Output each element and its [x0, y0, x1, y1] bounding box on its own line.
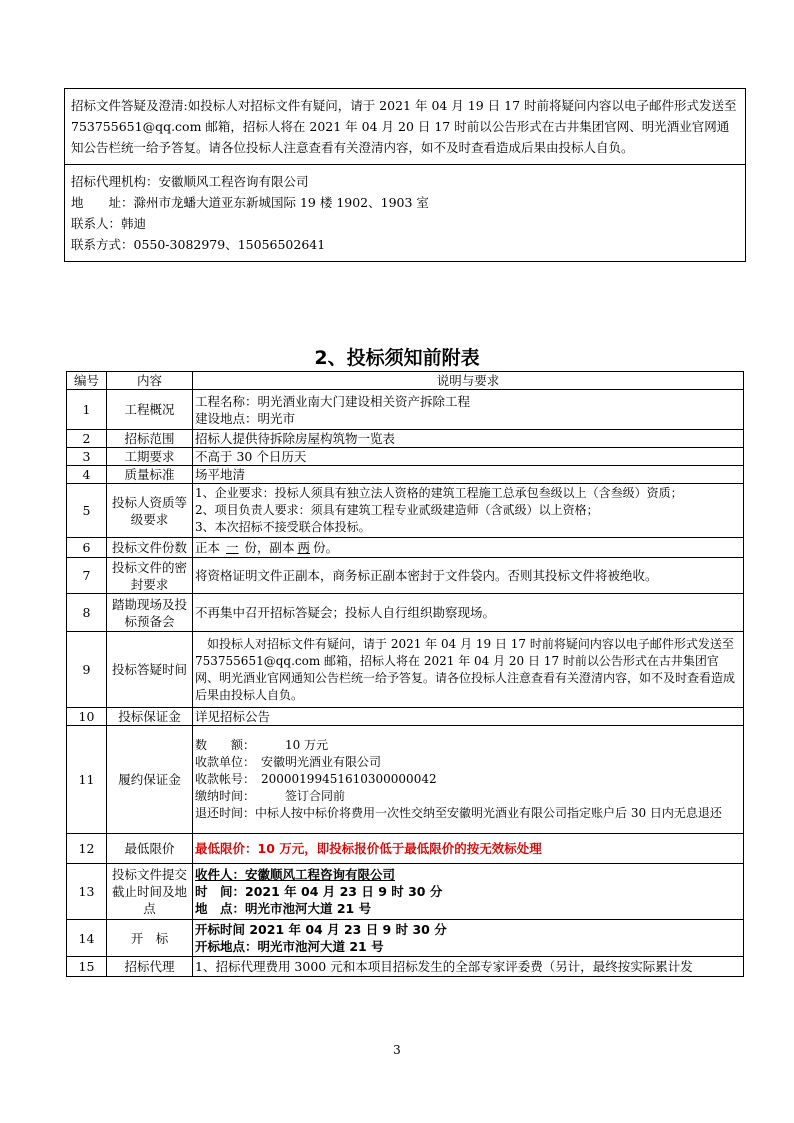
- desc-line: 开标时间 2021 年 04 月 23 日 9 时 30 分: [195, 922, 447, 937]
- page-number: 3: [393, 1043, 401, 1057]
- header-content: 内容: [107, 372, 193, 390]
- row-desc: [193, 538, 744, 558]
- row-no: 15: [67, 957, 107, 977]
- table-row: [67, 864, 744, 920]
- row-no: 4: [67, 466, 107, 484]
- desc-line: 数 额： 10 万元: [195, 738, 329, 752]
- desc-line: 收款单位： 安徽明光酒业有限公司: [195, 755, 382, 769]
- row-item: 投标答疑时间: [107, 632, 193, 708]
- row-item: 招标代理: [107, 957, 193, 977]
- row-no: 12: [67, 834, 107, 864]
- table-row: [67, 957, 744, 977]
- row-desc: 场平地清: [193, 466, 744, 484]
- desc-line: 缴纳时间： 签订合同前: [195, 789, 346, 803]
- header-desc: 说明与要求: [193, 372, 744, 390]
- desc-line: 1、企业要求：投标人须具有独立法人资格的建筑工程施工总承包叁级以上（含叁级）资质；: [195, 486, 683, 500]
- desc-line: 建设地点：明光市: [195, 410, 296, 426]
- row-desc: [193, 920, 744, 957]
- row-no: 10: [67, 708, 107, 726]
- row-desc: [193, 390, 744, 430]
- desc-line: 地 点：明光市池河大道 21 号: [195, 901, 372, 916]
- table-row: [67, 726, 744, 834]
- table-row: [67, 834, 744, 864]
- row-desc: 不再集中召开招标答疑会；投标人自行组织勘察现场。: [193, 594, 744, 632]
- desc-line: 收件人：安徽顺风工程咨询有限公司: [195, 867, 396, 882]
- row-item: 工期要求: [107, 448, 193, 466]
- section-title: 2、投标须知前附表: [314, 347, 480, 369]
- desc-line: 3、本次招标不接受联合体投标。: [195, 520, 371, 534]
- row-desc: [193, 484, 744, 538]
- row-desc: 最低限价：10 万元，即投标报价低于最低限价的按无效标处理: [193, 834, 744, 864]
- qa-section: [65, 89, 745, 164]
- row-no: 13: [67, 864, 107, 920]
- table-row: [67, 558, 744, 594]
- desc-line: 收款帐号： 20000199451610300000042: [195, 772, 437, 786]
- row-item: 工程概况: [107, 390, 193, 430]
- row-no: 8: [67, 594, 107, 632]
- row-desc: 1、招标代理费用 3000 元和本项目招标发生的全部专家评委费（另计，最终按实际累计发: [193, 957, 744, 977]
- table-row: [67, 594, 744, 632]
- agency-phone: 联系方式：0550-3082979、15056502641: [71, 237, 326, 252]
- row-no: 7: [67, 558, 107, 594]
- header-no: 编号: [67, 372, 107, 390]
- table-row: [67, 430, 744, 448]
- desc-text: 份。: [313, 540, 339, 555]
- agency-address: 地 址：滁州市龙蟠大道亚东新城国际 19 楼 1902、1903 室: [71, 195, 429, 210]
- desc-line: 退还时间：中标人按中标价将费用一次性交纳至安徽明光酒业有限公司指定账户后 30 日内无息退还: [195, 806, 722, 820]
- row-item: 质量标准: [107, 466, 193, 484]
- row-item: 投标文件份数: [107, 538, 193, 558]
- agency-name: 招标代理机构：安徽顺风工程咨询有限公司: [71, 174, 309, 189]
- desc-text: 正本: [195, 540, 221, 555]
- row-no: 11: [67, 726, 107, 834]
- bid-info-table: [66, 371, 744, 977]
- qa-info-box: [64, 88, 746, 262]
- row-item: 开 标: [107, 920, 193, 957]
- row-item: 投标文件的密封要求: [107, 558, 193, 594]
- row-no: 5: [67, 484, 107, 538]
- row-no: 2: [67, 430, 107, 448]
- table-row: [67, 390, 744, 430]
- table-row: [67, 708, 744, 726]
- row-desc: [193, 864, 744, 920]
- row-no: 6: [67, 538, 107, 558]
- desc-line: 工程名称：明光酒业南大门建设相关资产拆除工程: [195, 393, 471, 409]
- row-item: 投标文件提交截止时间及地点: [107, 864, 193, 920]
- row-item: 投标人资质等级要求: [107, 484, 193, 538]
- row-no: 9: [67, 632, 107, 708]
- table-row: [67, 920, 744, 957]
- desc-line: 时 间：2021 年 04 月 23 日 9 时 30 分: [195, 884, 443, 899]
- desc-line: 2、项目负责人要求：须具有建筑工程专业贰级建造师（含贰级）以上资格；: [195, 503, 599, 517]
- row-item: 投标保证金: [107, 708, 193, 726]
- copy-count: 两: [297, 540, 311, 555]
- row-item: 踏勘现场及投标预备会: [107, 594, 193, 632]
- table-row: [67, 448, 744, 466]
- row-desc: 将资格证明文件正副本，商务标正副本密封于文件袋内。否则其投标文件将被绝收。: [193, 558, 744, 594]
- table-header: [67, 372, 744, 390]
- row-no: 14: [67, 920, 107, 957]
- table-row: [67, 484, 744, 538]
- desc-line: 开标地点：明光市池河大道 21 号: [195, 939, 384, 954]
- row-item: 最低限价: [107, 834, 193, 864]
- original-count: 一: [226, 540, 239, 555]
- row-no: 3: [67, 448, 107, 466]
- row-item: 履约保证金: [107, 726, 193, 834]
- table-row: [67, 632, 744, 708]
- qa-text: 招标文件答疑及澄清:如投标人对招标文件有疑问，请于 2021 年 04 月 19 日 17 时前将疑问内容以电子邮件形式发送至 753755651@qq.com 邮箱，招标人将在 2021 年 04 月 20 日 17 时前以公告形式在古井集团官网、明光酒业官网通知公告栏统一给予答复。请各位投标人注意查看有关澄清内容，如不及时查看造成后果由投标人自负。: [71, 98, 737, 155]
- agency-contact: 联系人：韩迪: [71, 216, 147, 231]
- desc-text: 份，副本: [244, 540, 295, 555]
- table-row: [67, 538, 744, 558]
- row-desc: 招标人提供待拆除房屋构筑物一览表: [193, 430, 744, 448]
- agency-section: [65, 164, 745, 261]
- table-row: [67, 466, 744, 484]
- row-no: 1: [67, 390, 107, 430]
- row-desc: 不高于 30 个日历天: [193, 448, 744, 466]
- row-desc: [193, 726, 744, 834]
- row-desc: 详见招标公告: [193, 708, 744, 726]
- row-item: 招标范围: [107, 430, 193, 448]
- row-desc: 如投标人对招标文件有疑问，请于 2021 年 04 月 19 日 17 时前将疑问内容以电子邮件形式发送至 753755651@qq.com 邮箱，招标人将在 2021 年 04 月 20 日 17 时前以公告形式在古井集团官网、明光酒业官网通知公告栏统一给予答复。请各位投标人注意查看有关澄清内容，如不及时查看造成后果由投标人自负。: [193, 632, 744, 708]
